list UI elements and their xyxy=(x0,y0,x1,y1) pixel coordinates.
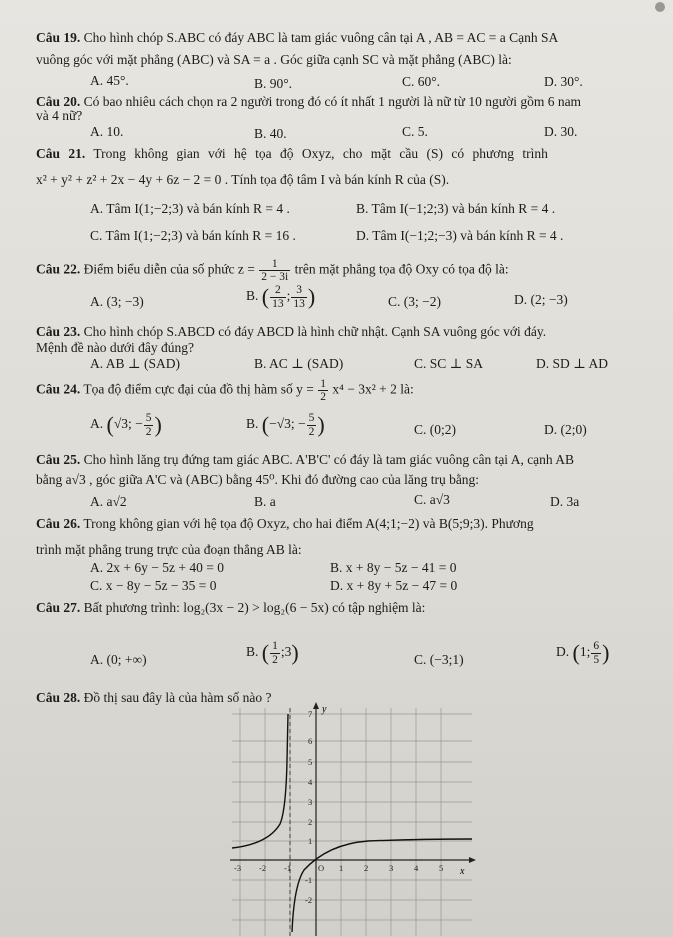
q27-option-c[interactable]: C. (−3;1) xyxy=(414,652,464,667)
svg-text:3: 3 xyxy=(389,863,394,873)
q22-question: Câu 22. Điểm biểu diễn của số phức z = $\frac{1}{2 - 3i}$ trên mặt phẳng tọa độ Oxy có tọa độ là: xyxy=(36,258,509,284)
q26-option-b[interactable]: B. x + 8y − 5z − 41 = 0 xyxy=(330,560,457,575)
q27-question: Câu 27. Bất phương trình: log₂(3x − 2) > log₂(6 − 5x) có tập nghiệm là: xyxy=(36,600,426,615)
q25-line2: bằng a√3 , góc giữa A'C và (ABC) bằng 45⁰. Khi đó đường cao của lăng trụ bằng: xyxy=(36,472,480,487)
svg-text:1: 1 xyxy=(339,863,344,873)
q22-fraction: $\frac{1}{2 - 3i}$ xyxy=(261,258,289,284)
graph-grid xyxy=(232,708,472,936)
q19-option-a[interactable]: A. 45°. xyxy=(90,73,129,88)
q23-line1: Câu 23. Cho hình chóp S.ABCD có đáy ABCD là hình chữ nhật. Cạnh SA vuông góc với đáy. xyxy=(36,324,547,339)
q23-line2: Mệnh đề nào dưới đây đúng? xyxy=(36,340,195,355)
svg-text:5: 5 xyxy=(439,863,444,873)
q25-option-c[interactable]: C. a√3 xyxy=(414,492,450,507)
q28-question: Câu 28. Đồ thị sau đây là của hàm số nào ? xyxy=(36,690,272,705)
q27-option-a[interactable]: A. (0; +∞) xyxy=(90,652,147,667)
q20-option-d[interactable]: D. 30. xyxy=(544,124,578,139)
q25-option-a[interactable]: A. a√2 xyxy=(90,494,127,509)
graph-y-ticks xyxy=(305,709,313,905)
q28-graph xyxy=(228,700,478,937)
svg-text:-3: -3 xyxy=(234,863,242,873)
q24-option-b[interactable]: B. (−√3; − $\frac{5}{2}$ ) xyxy=(246,412,325,438)
q20-line1: Câu 20. Có bao nhiêu cách chọn ra 2 người trong đó có ít nhất 1 người là nữ từ 10 người gồm 6 nam xyxy=(36,94,582,109)
q20-option-a[interactable]: A. 10. xyxy=(90,124,124,139)
q20-option-b[interactable]: B. 40. xyxy=(254,126,287,141)
svg-text:3: 3 xyxy=(308,797,313,807)
q19-line1: Câu 19. Cho hình chóp S.ABC có đáy ABC là tam giác vuông cân tại A , AB = AC = a Cạnh SA xyxy=(36,30,559,45)
q23-option-d[interactable]: D. SD ⊥ AD xyxy=(536,356,608,371)
q26-option-a[interactable]: A. 2x + 6y − 5z + 40 = 0 xyxy=(90,560,224,575)
q27-option-d[interactable]: D. (1; $\frac{6}{5}$ ) xyxy=(556,640,610,666)
q22-option-d[interactable]: D. (2; −3) xyxy=(514,292,568,307)
q21-option-a[interactable]: A. Tâm I(1;−2;3) và bán kính R = 4 . xyxy=(90,201,290,216)
q25-option-d[interactable]: D. 3a xyxy=(550,494,580,509)
q20-line2: và 4 nữ? xyxy=(36,108,83,123)
q24-option-d[interactable]: D. (2;0) xyxy=(544,422,587,437)
svg-text:1: 1 xyxy=(308,836,313,846)
q24-question: Câu 24. Tọa độ điểm cực đại của đồ thị hàm số y = $\frac{1}{2}$ x⁴ − 3x² + 2 là: xyxy=(36,378,414,404)
svg-text:-1: -1 xyxy=(284,863,292,873)
svg-text:7: 7 xyxy=(308,709,313,719)
q24-fraction: $\frac{1}{2}$ xyxy=(320,378,327,404)
q21-line1: Câu 21. Trong không gian với hệ tọa độ Oxyz, cho mặt cầu (S) có phương trình xyxy=(36,146,548,161)
q21-option-c[interactable]: C. Tâm I(1;−2;3) và bán kính R = 16 . xyxy=(90,228,296,243)
q26-line2: trình mặt phẳng trung trực của đoạn thẳng AB là: xyxy=(36,542,302,557)
svg-text:-2: -2 xyxy=(305,895,313,905)
q26-option-c[interactable]: C. x − 8y − 5z − 35 = 0 xyxy=(90,578,217,593)
q19-option-b[interactable]: B. 90°. xyxy=(254,76,293,91)
graph-x-ticks xyxy=(234,863,443,873)
q19-option-c[interactable]: C. 60°. xyxy=(402,74,441,89)
svg-text:6: 6 xyxy=(308,736,313,746)
graph-y-label: y xyxy=(322,704,327,715)
q21-option-b[interactable]: B. Tâm I(−1;2;3) và bán kính R = 4 . xyxy=(356,201,556,216)
q21-option-d[interactable]: D. Tâm I(−1;2;−3) và bán kính R = 4 . xyxy=(356,228,564,243)
q21-line2: x² + y² + z² + 2x − 4y + 6z − 2 = 0 . Tính tọa độ tâm I và bán kính R của (S). xyxy=(36,172,450,187)
svg-text:2: 2 xyxy=(364,863,369,873)
q24-option-a[interactable]: A. (√3; − $\frac{5}{2}$ ) xyxy=(90,412,162,438)
q22-option-b[interactable]: B. ( $\frac{2}{13}$ ; $\frac{3}{13}$ ) xyxy=(246,284,316,310)
q19-line2: vuông góc với mặt phẳng (ABC) và SA = a . Góc giữa cạnh SC và mặt phẳng (ABC) là: xyxy=(36,52,512,67)
q19-title: Câu 19. xyxy=(36,30,81,45)
q26-option-d[interactable]: D. x + 8y + 5z − 47 = 0 xyxy=(330,578,458,593)
y-axis-arrow xyxy=(313,702,319,709)
svg-text:-1: -1 xyxy=(305,875,313,885)
q20-option-c[interactable]: C. 5. xyxy=(402,124,428,139)
x-axis-arrow xyxy=(469,857,476,863)
q22-option-a[interactable]: A. (3; −3) xyxy=(90,294,144,309)
q26-line1: Câu 26. Trong không gian với hệ tọa độ Oxyz, cho hai điểm A(4;1;−2) và B(5;9;3). Phương xyxy=(36,516,534,531)
svg-text:-2: -2 xyxy=(259,863,267,873)
punch-hole xyxy=(655,2,665,12)
graph-left-branch xyxy=(232,714,288,848)
graph-x-label: x xyxy=(460,866,465,877)
q23-option-b[interactable]: B. AC ⊥ (SAD) xyxy=(254,356,344,371)
svg-text:2: 2 xyxy=(308,817,313,827)
q23-option-c[interactable]: C. SC ⊥ SA xyxy=(414,356,483,371)
q24-option-c[interactable]: C. (0;2) xyxy=(414,422,456,437)
svg-text:4: 4 xyxy=(414,863,419,873)
svg-text:5: 5 xyxy=(308,757,313,767)
graph-right-branch xyxy=(292,839,472,932)
q19-option-d[interactable]: D. 30°. xyxy=(544,74,583,89)
q25-option-b[interactable]: B. a xyxy=(254,494,276,509)
svg-text:4: 4 xyxy=(308,777,313,787)
q27-option-b[interactable]: B. ( $\frac{1}{2}$ ;3) xyxy=(246,640,299,666)
svg-text:O: O xyxy=(318,863,325,873)
q25-line1: Câu 25. Cho hình lăng trụ đứng tam giác ABC. A'B'C' có đáy là tam giác vuông cân tại A, cạnh AB xyxy=(36,452,575,467)
q23-option-a[interactable]: A. AB ⊥ (SAD) xyxy=(90,356,180,371)
q22-option-c[interactable]: C. (3; −2) xyxy=(388,294,441,309)
